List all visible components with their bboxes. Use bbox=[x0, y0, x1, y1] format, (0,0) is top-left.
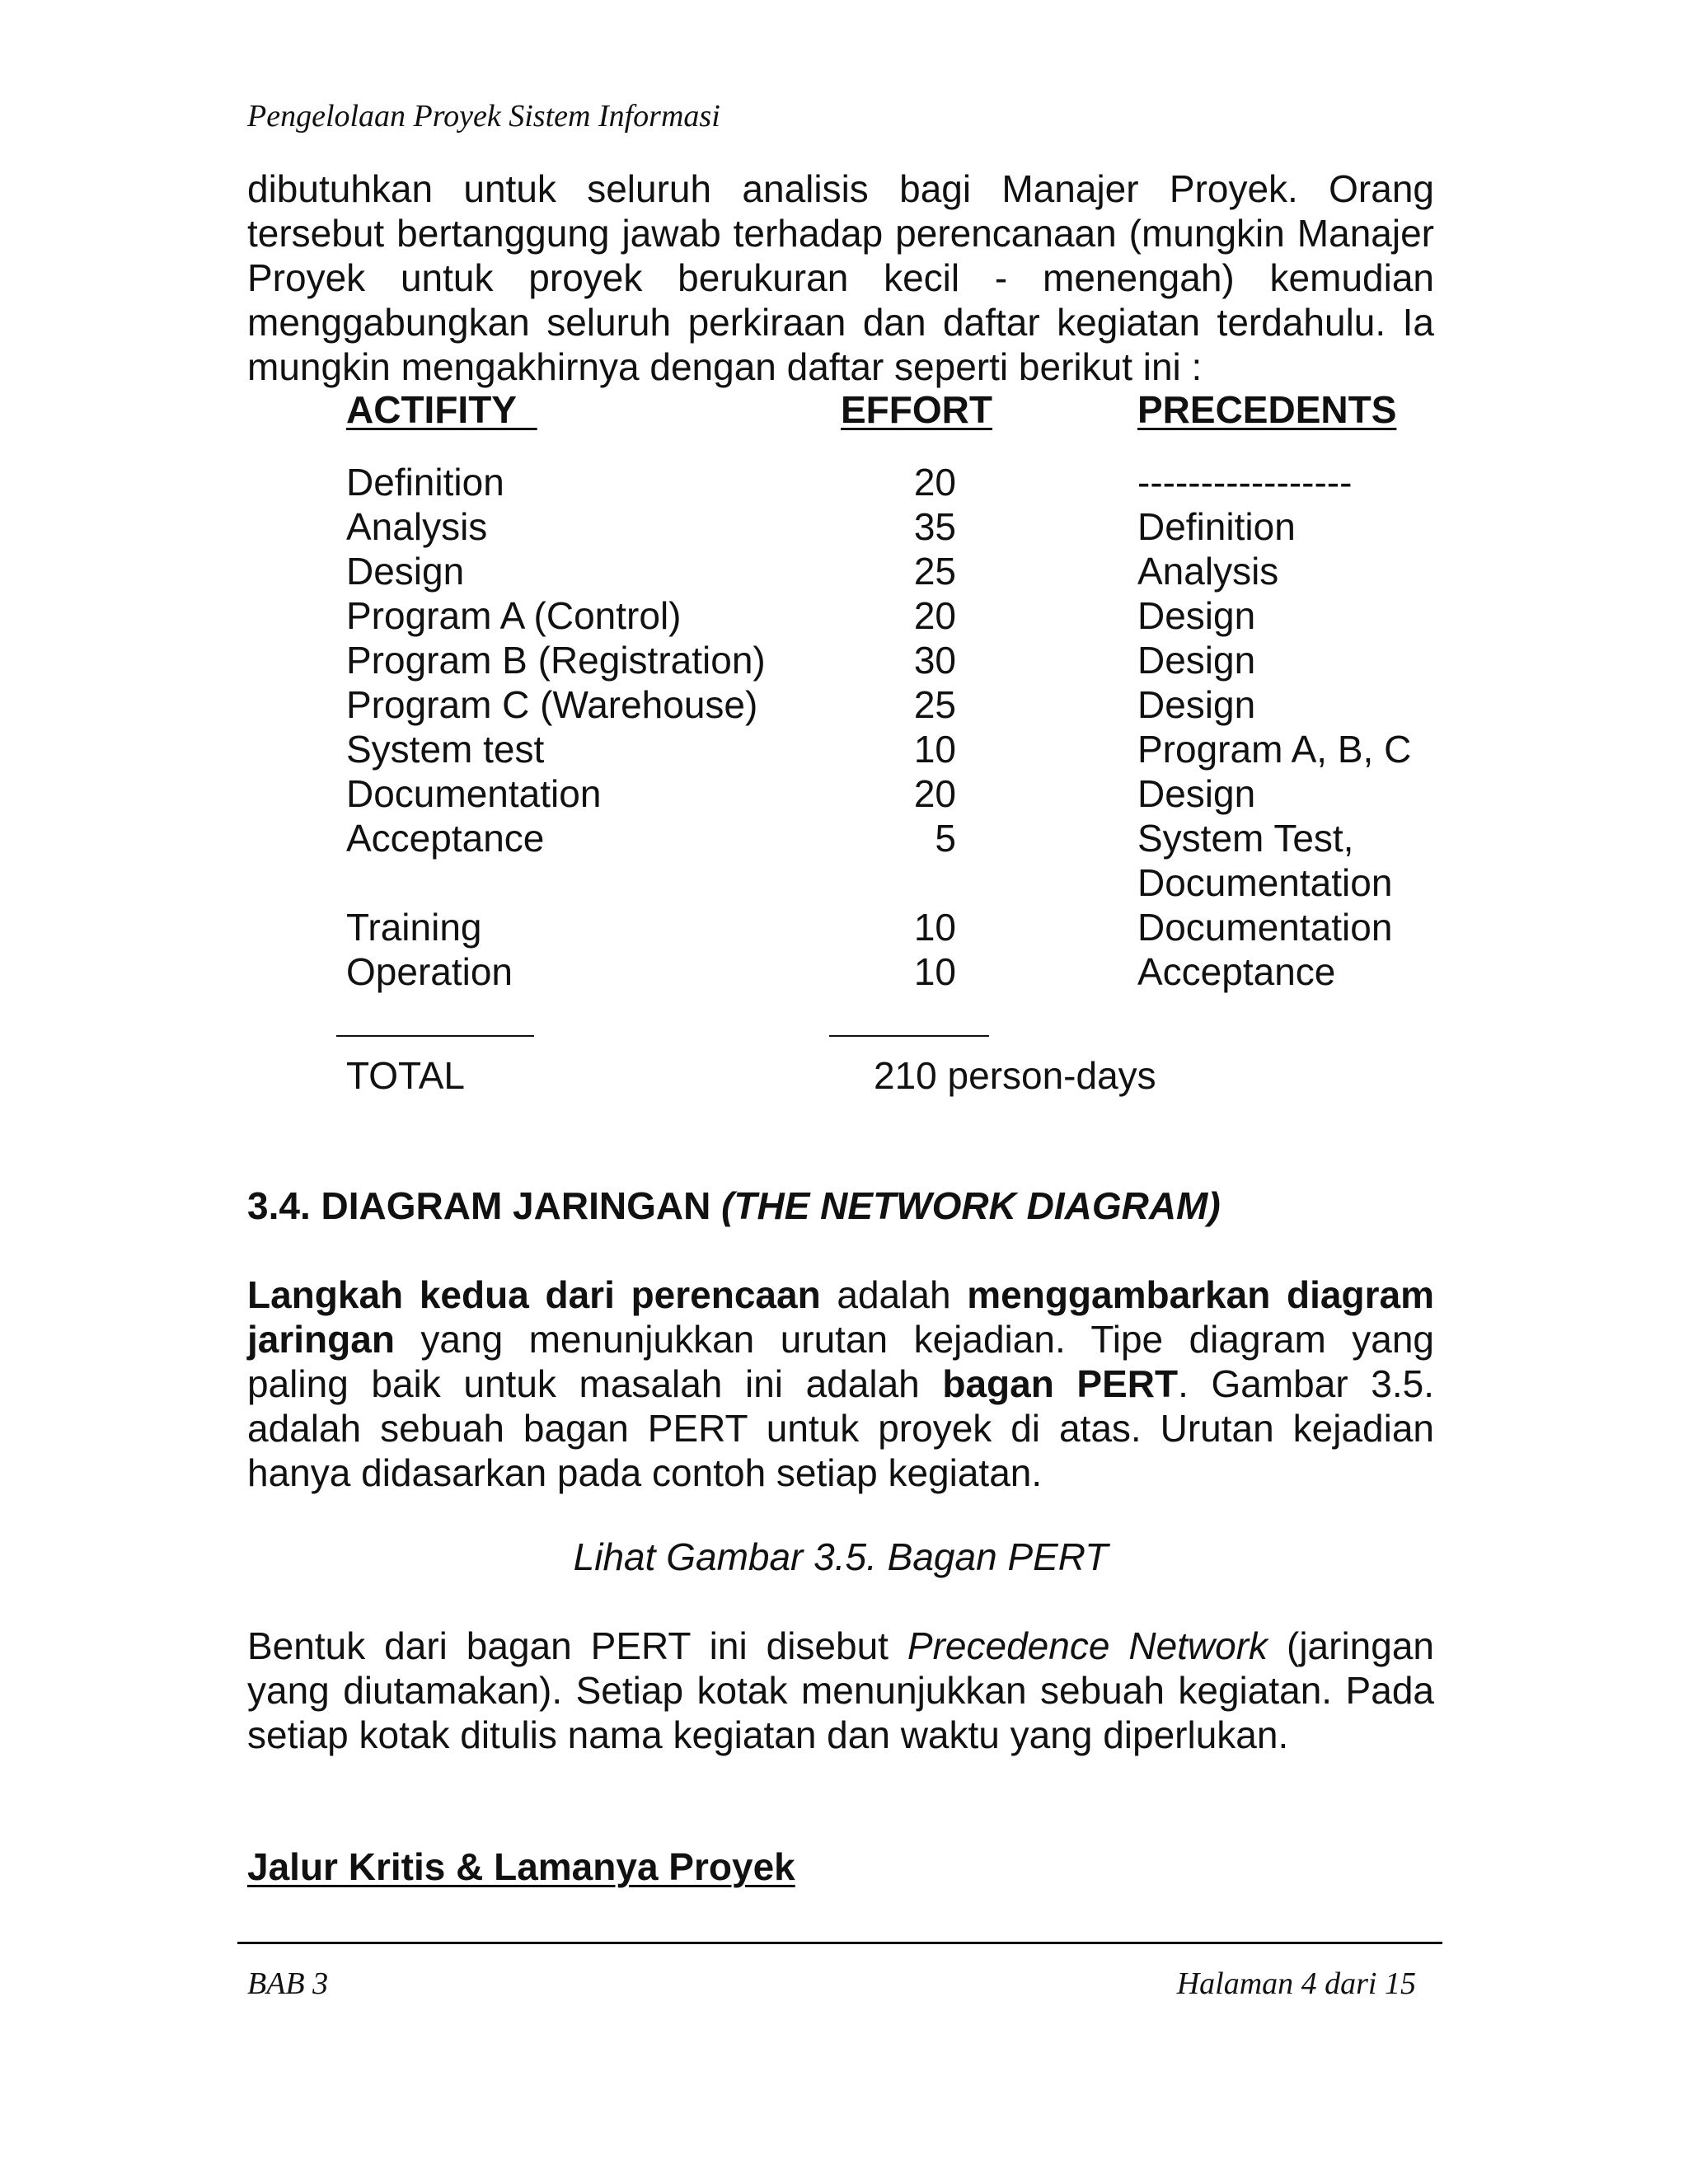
activity-cell: Definition bbox=[346, 461, 504, 504]
activity-cell: Operation bbox=[346, 950, 513, 993]
precedents-cell: ----------------- bbox=[1137, 461, 1353, 504]
activity-cell: Design bbox=[346, 550, 465, 593]
header-effort: EFFORT bbox=[841, 388, 992, 431]
paragraph2-text-1: adalah bbox=[820, 1273, 968, 1316]
precedents-cell: Design bbox=[1137, 683, 1256, 726]
table-row bbox=[346, 638, 1418, 682]
table-row bbox=[346, 504, 1418, 549]
footer-chapter: BAB 3 bbox=[247, 1966, 329, 2001]
emphasis-langkah-kedua: Langkah kedua dari perencaan bbox=[247, 1273, 821, 1316]
effort-total-rule bbox=[829, 1035, 989, 1037]
activity-cell: Analysis bbox=[346, 505, 488, 548]
effort-cell: 25 bbox=[913, 683, 956, 726]
network-diagram-paragraph bbox=[247, 1272, 1434, 1495]
footer-divider bbox=[237, 1942, 1442, 1944]
activity-cell: Acceptance bbox=[346, 817, 545, 860]
precedents-cell: Design bbox=[1137, 639, 1256, 682]
effort-cell: 25 bbox=[913, 550, 956, 593]
intro-text: dibutuhkan untuk seluruh analisis bagi Manajer Proyek. Orang tersebut bertanggung jawab terhadap perencanaan (mungkin Manajer Proyek untuk proyek berukuran kecil - menengah) kemudian menggabungkan seluruh perkiraan dan daftar kegiatan terdahulu. Ia mungkin mengakhirnya dengan daftar seperti berikut ini : bbox=[247, 167, 1434, 388]
activity-cell: Program B (Registration) bbox=[346, 639, 766, 682]
effort-cell: 10 bbox=[913, 728, 956, 771]
running-header: Pengelolaan Proyek Sistem Informasi bbox=[247, 99, 720, 134]
effort-cell: 35 bbox=[913, 505, 956, 548]
activity-effort-table bbox=[346, 387, 1418, 994]
activity-cell: System test bbox=[346, 728, 545, 771]
table-row bbox=[346, 460, 1418, 504]
paragraph2-text-2: yang menunjukkan urutan kejadian. Tipe diagram yang paling baik untuk masalah ini adalah bbox=[247, 1318, 1434, 1405]
emphasis-menggambarkan: menggambarkan diagram jaringan bbox=[247, 1273, 1434, 1361]
effort-cell: 20 bbox=[913, 594, 956, 637]
paragraph3-text-2: (jaringan yang diutamakan). Setiap kotak menunjukkan sebuah kegiatan. Pada setiap kotak ditulis nama kegiatan dan waktu yang diperlukan. bbox=[247, 1624, 1435, 1756]
activity-cell: Documentation bbox=[346, 772, 602, 815]
precedence-network-paragraph bbox=[247, 1624, 1434, 1757]
subheading-critical-path: Jalur Kritis & Lamanya Proyek bbox=[247, 1845, 795, 1888]
precedents-cell: Definition bbox=[1137, 505, 1296, 548]
emphasis-bagan-pert: bagan PERT bbox=[942, 1362, 1179, 1405]
effort-cell: 30 bbox=[913, 639, 956, 682]
effort-cell: 10 bbox=[913, 906, 956, 949]
section-title-italic: (THE NETWORK DIAGRAM) bbox=[721, 1184, 1221, 1227]
table-row bbox=[346, 727, 1418, 771]
precedents-cell: Design bbox=[1137, 772, 1256, 815]
table-row bbox=[346, 949, 1418, 994]
table-header-row bbox=[346, 387, 1418, 432]
effort-cell: 20 bbox=[913, 772, 956, 815]
total-value: 210 person-days bbox=[874, 1054, 1156, 1097]
term-precedence-network: Precedence Network bbox=[907, 1624, 1268, 1667]
table-body bbox=[346, 460, 1418, 994]
intro-paragraph bbox=[247, 166, 1434, 389]
header-precedents: PRECEDENTS bbox=[1137, 388, 1397, 431]
paragraph3-text-1: Bentuk dari bagan PERT ini disebut bbox=[247, 1624, 907, 1667]
section-heading bbox=[247, 1183, 1221, 1228]
footer-page-number: Halaman 4 dari 15 bbox=[1176, 1966, 1416, 2001]
header-activity: ACTIFITY bbox=[346, 388, 537, 431]
effort-cell: 10 bbox=[913, 950, 956, 993]
precedents-cell: Program A, B, C bbox=[1137, 728, 1412, 771]
activity-cell: Training bbox=[346, 906, 482, 949]
precedents-cell: Acceptance bbox=[1137, 950, 1336, 993]
precedents-cell: System Test, Documentation bbox=[1137, 817, 1393, 904]
table-row bbox=[346, 816, 1418, 905]
table-row bbox=[346, 905, 1418, 949]
table-row bbox=[346, 682, 1418, 727]
paragraph2-text-3: . Gambar 3.5. adalah sebuah bagan PERT untuk proyek di atas. Urutan kejadian hanya didasarkan pada contoh setiap kegiatan. bbox=[247, 1362, 1434, 1494]
activity-cell: Program A (Control) bbox=[346, 594, 682, 637]
table-row bbox=[346, 549, 1418, 593]
table-row bbox=[346, 593, 1418, 638]
precedents-cell: Documentation bbox=[1137, 906, 1393, 949]
precedents-cell: Analysis bbox=[1137, 550, 1279, 593]
precedents-cell: Design bbox=[1137, 594, 1256, 637]
activity-cell: Program C (Warehouse) bbox=[346, 683, 758, 726]
effort-cell: 20 bbox=[913, 461, 956, 504]
activity-total-rule bbox=[336, 1035, 534, 1037]
figure-reference-caption: Lihat Gambar 3.5. Bagan PERT bbox=[573, 1535, 1109, 1578]
total-label: TOTAL bbox=[346, 1054, 465, 1097]
effort-cell: 5 bbox=[935, 817, 956, 860]
table-row bbox=[346, 771, 1418, 816]
section-number-title: 3.4. DIAGRAM JARINGAN bbox=[247, 1184, 722, 1227]
